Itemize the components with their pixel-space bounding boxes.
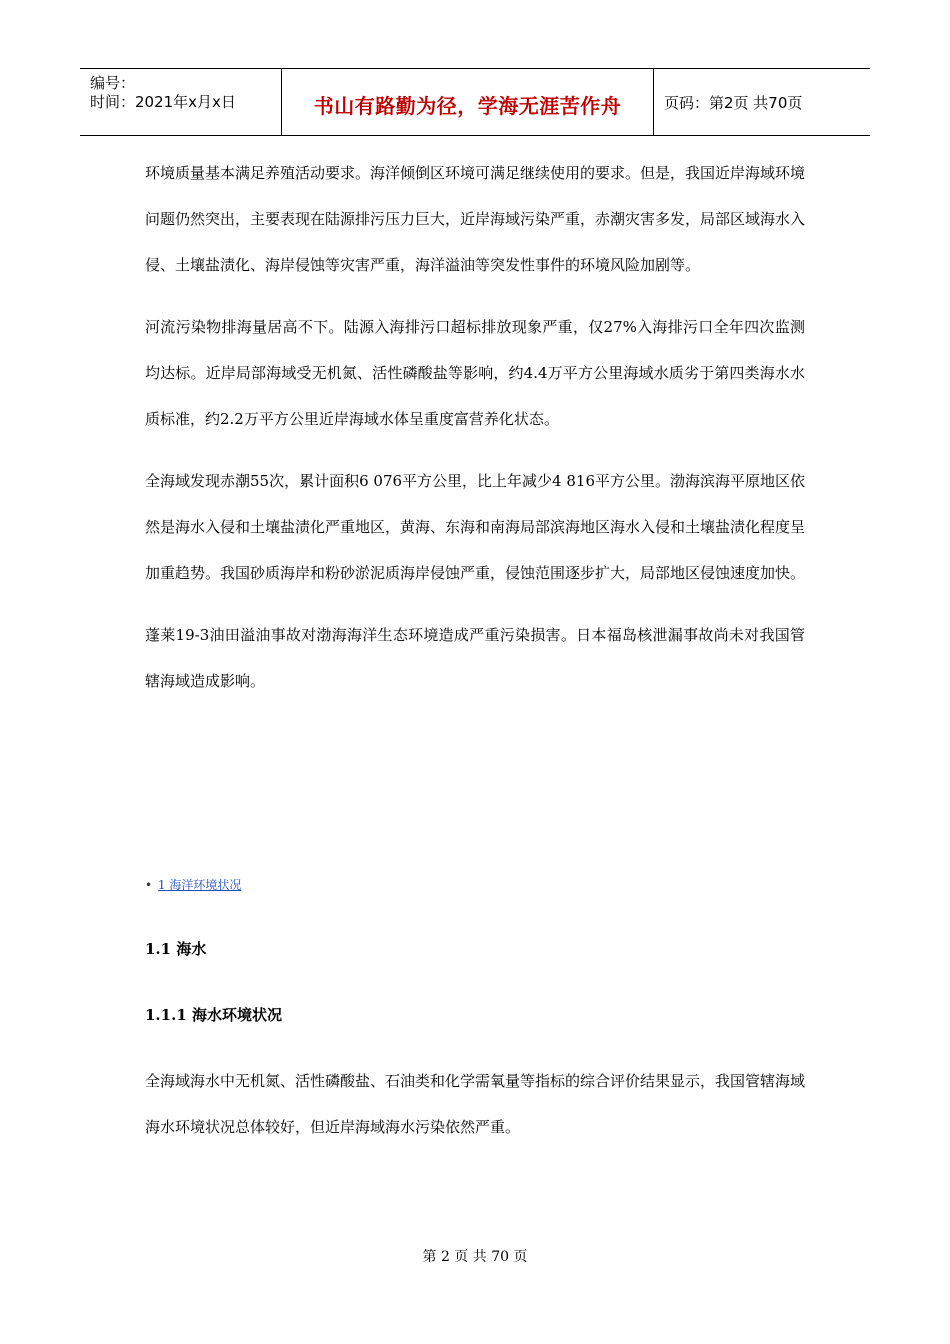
header-motto: 书山有路勤为径，学海无涯苦作舟 bbox=[313, 93, 622, 118]
header-page-number: 页码：第2页 共70页 bbox=[664, 93, 803, 112]
subsection-heading-seawater-status: 1.1.1 海水环境状况 bbox=[145, 1006, 282, 1024]
main-content bbox=[145, 150, 805, 704]
document-number-label: 编号： bbox=[90, 74, 136, 92]
page-footer: 第 2 页 共 70 页 bbox=[422, 1249, 528, 1265]
document-time-label: 时间：2021年x月x日 bbox=[90, 93, 236, 111]
section-heading-seawater: 1.1 海水 bbox=[145, 940, 207, 958]
paragraph-2: 河流污染物排海量居高不下。陆源入海排污口超标排放现象严重，仅27%入海排污口全年四次监测均达标。近岸局部海域受无机氮、活性磷酸盐等影响，约4.4万平方公里海域水质劣于第四类海水水质标准，约2.2万平方公里近岸海域水体呈重度富营养化状态。 bbox=[145, 318, 805, 428]
paragraph-4: 蓬莱19-3油田溢油事故对渤海海洋生态环境造成严重污染损害。日本福岛核泄漏事故尚未对我国管辖海域造成影响。 bbox=[145, 626, 805, 690]
paragraph-1: 环境质量基本满足养殖活动要求。海洋倾倒区环境可满足继续使用的要求。但是，我国近岸海域环境问题仍然突出，主要表现在陆源排污压力巨大，近岸海域污染严重，赤潮灾害多发，局部区域海水入侵、土壤盐渍化、海岸侵蚀等灾害严重，海洋溢油等突发性事件的环境风险加剧等。 bbox=[145, 164, 806, 274]
toc-bullet: • bbox=[145, 878, 153, 892]
paragraph-3: 全海域发现赤潮55次，累计面积6 076平方公里，比上年减少4 816平方公里。渤海滨海平原地区依然是海水入侵和土壤盐渍化严重地区，黄海、东海和南海局部滨海地区海水入侵和土壤盐渍化程度呈加重趋势。我国砂质海岸和粉砂淤泥质海岸侵蚀严重，侵蚀范围逐步扩大，局部地区侵蚀速度加快。 bbox=[145, 472, 806, 582]
section-content bbox=[145, 1058, 805, 1150]
page-header bbox=[80, 68, 870, 136]
toc-entry bbox=[145, 876, 241, 893]
header-page-cell bbox=[654, 69, 870, 135]
header-meta-cell bbox=[80, 69, 282, 135]
paragraph-5: 全海域海水中无机氮、活性磷酸盐、石油类和化学需氧量等指标的综合评价结果显示，我国管辖海域海水环境状况总体较好，但近岸海域海水污染依然严重。 bbox=[145, 1072, 806, 1136]
toc-link-ocean-environment[interactable]: 1 海洋环境状况 bbox=[157, 878, 242, 892]
header-motto-cell bbox=[282, 69, 654, 135]
